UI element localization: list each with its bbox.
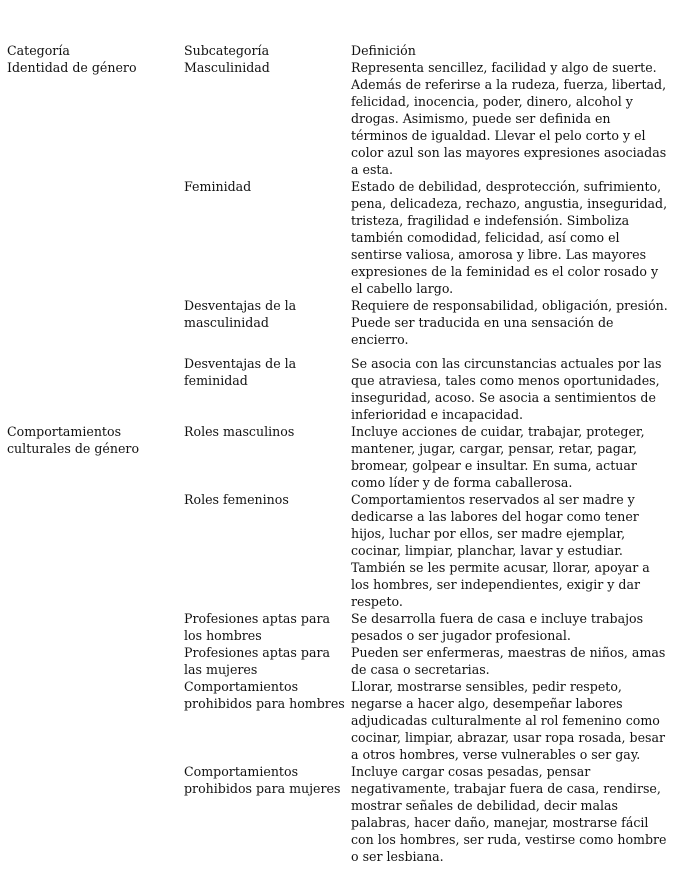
table-row [7,644,675,678]
row-definition: Representa sencillez, facilidad y algo de suerte. Además de referirse a la rudeza, fuerza, libertad, felicidad, inocencia, poder, dinero, alcohol y drogas. Asimismo, puede ser definida en términos de igualdad. Llevar el pelo corto y el color azul son las mayores expresiones asociadas a esta. [351,60,667,177]
row-definition: Llorar, mostrarse sensibles, pedir respeto, negarse a hacer algo, desempeñar labores adjudicadas culturalmente al rol femenino como cocinar, limpiar, abrazar, usar ropa rosada, besar a otros hombres, verse vulnerables o ser gay. [351,679,666,762]
table-row [7,59,675,178]
row-subcategory: Feminidad [184,179,252,194]
row-subcategory: Desventajas de la feminidad [184,356,297,388]
table-row [7,178,675,297]
row-definition: Requiere de responsabilidad, obligación, presión. Puede ser traducida en una sensación de encierro. [351,298,668,347]
table-row [7,423,675,491]
row-definition: Estado de debilidad, desprotección, sufrimiento, pena, delicadeza, rechazo, angustia, inseguridad, tristeza, fragilidad e indefensión. Simboliza también comodidad, felicidad, así como el sentirse valiosa, amorosa y libre. Las mayores expresiones de la feminidad es el color rosado y el cabello largo. [351,179,668,296]
table-row [7,491,675,610]
table-row [7,610,675,644]
row-definition: Pueden ser enfermeras, maestras de niños, amas de casa o secretarias. [351,645,666,677]
table-header-row [7,42,675,59]
row-spacer [7,348,675,355]
table-row [7,763,675,865]
row-definition: Se desarrolla fuera de casa e incluye trabajos pesados o ser jugador profesional. [351,611,644,643]
table-row [7,297,675,348]
header-category: Categoría [7,43,70,58]
header-subcategory: Subcategoría [184,43,270,58]
row-subcategory: Masculinidad [184,60,270,75]
table-row [7,678,675,763]
row-definition: Comportamientos reservados al ser madre y dedicarse a las labores del hogar como tener hijos, luchar por ellos, ser madre ejemplar, cocinar, limpiar, planchar, lavar y estudiar. También se les permite acusar, llorar, apoyar a los hombres, ser independientes, exigir y dar respeto. [351,492,650,609]
row-definition: Incluye acciones de cuidar, trabajar, proteger, mantener, jugar, cargar, pensar, retar, pagar, bromear, golpear e insultar. En suma, actuar como líder y de forma caballerosa. [351,424,645,490]
category-table [7,42,675,865]
row-subcategory: Roles femeninos [184,492,289,507]
row-subcategory: Profesiones aptas para los hombres [184,611,330,643]
table-row [7,355,675,423]
row-subcategory: Comportamientos prohibidos para mujeres [184,764,341,796]
row-definition: Incluye cargar cosas pesadas, pensar negativamente, trabajar fuera de casa, rendirse, mostrar señales de debilidad, decir malas palabras, hacer daño, manejar, mostrarse fácil con los hombres, ser ruda, vestirse como hombre o ser lesbiana. [351,764,667,864]
row-subcategory: Desventajas de la masculinidad [184,298,297,330]
row-subcategory: Roles masculinos [184,424,295,439]
header-definition: Definición [351,43,416,58]
row-category: Identidad de género [7,60,137,75]
row-subcategory: Comportamientos prohibidos para hombres [184,679,345,711]
row-subcategory: Profesiones aptas para las mujeres [184,645,330,677]
row-category: Comportamientos culturales de género [7,424,140,456]
row-definition: Se asocia con las circunstancias actuales por las que atraviesa, tales como menos oportunidades, inseguridad, acoso. Se asocia a sentimientos de inferioridad e incapacidad. [351,356,662,422]
